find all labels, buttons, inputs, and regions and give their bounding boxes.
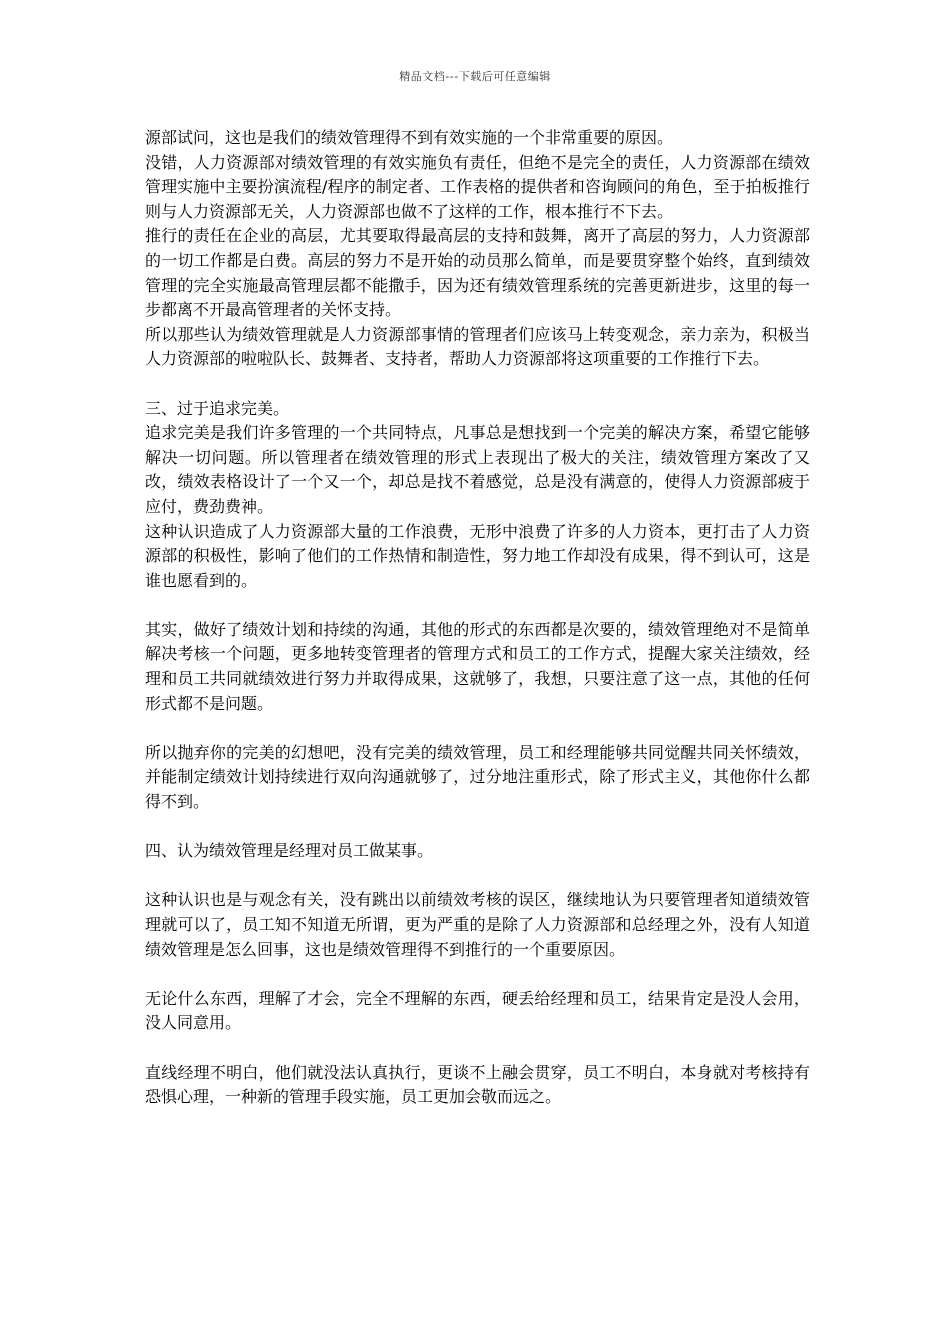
paragraph: 追求完美是我们许多管理的一个共同特点，凡事总是想找到一个完美的解决方案，希望它能够解决一切问题。所以管理者在绩效管理的形式上表现出了极大的关注，绩效管理方案改了又改，绩效表格设计了一个又一个，却总是找不着感觉，总是没有满意的，使得人力资源部疲于应付，费劲费神。 bbox=[145, 423, 810, 516]
paragraph: 这种认识也是与观念有关，没有跳出以前绩效考核的误区，继续地认为只要管理者知道绩效管理就可以了，员工知不知道无所谓，更为严重的是除了人力资源部和总经理之外，没有人知道绩效管理是怎么回事，这也是绩效管理得不到推行的一个重要原因。 bbox=[145, 890, 810, 959]
paragraph: 其实，做好了绩效计划和持续的沟通，其他的形式的东西都是次要的，绩效管理绝对不是简单解决考核一个问题，更多地转变管理者的管理方式和员工的工作方式，提醒大家关注绩效，经理和员工共同就绩效进行努力并取得成果，这就够了，我想，只要注意了这一点，其他的任何形式都不是问题。 bbox=[145, 619, 810, 713]
paragraph: 没错，人力资源部对绩效管理的有效实施负有责任，但绝不是完全的责任，人力资源部在绩效管理实施中主要扮演流程/程序的制定者、工作表格的提供者和咨询顾问的角色，至于拍板推行则与人力资源部无关，人力资源部也做不了这样的工作，根本推行不下去。 bbox=[145, 152, 810, 221]
paragraph: 这种认识造成了人力资源部大量的工作浪费，无形中浪费了许多的人力资本，更打击了人力资源部的积极性，影响了他们的工作热情和制造性，努力地工作却没有成果，得不到认可，这是谁也愿看到的。 bbox=[145, 521, 810, 590]
page-header: 精品文档---下载后可任意编辑 bbox=[399, 70, 551, 83]
paragraph: 无论什么东西，理解了才会，完全不理解的东西，硬丢给经理和员工，结果肯定是没人会用，没人同意用。 bbox=[145, 988, 810, 1033]
document-body bbox=[145, 126, 810, 1110]
paragraph: 所以那些认为绩效管理就是人力资源部事情的管理者们应该马上转变观念，亲力亲为，积极当人力资源部的啦啦队长、鼓舞者、支持者，帮助人力资源部将这项重要的工作推行下去。 bbox=[145, 324, 810, 369]
section-heading: 四、认为绩效管理是经理对员工做某事。 bbox=[145, 841, 434, 861]
paragraph: 所以抛弃你的完美的幻想吧，没有完美的绩效管理，员工和经理能够共同觉醒共同关怀绩效，并能制定绩效计划持续进行双向沟通就够了，过分地注重形式，除了形式主义，其他你什么都得不到。 bbox=[145, 742, 810, 812]
section-heading: 三、过于追求完美。 bbox=[145, 398, 290, 418]
paragraph: 推行的责任在企业的高层，尤其要取得最高层的支持和鼓舞，离开了高层的努力，人力资源部的一切工作都是白费。高层的努力不是开始的动员那么简单，而是要贯穿整个始终，直到绩效管理的完全实施最高管理层都不能撒手，因为还有绩效管理系统的完善更新进步，这里的每一步都离不开最高管理者的关怀支持。 bbox=[145, 226, 810, 320]
paragraph: 直线经理不明白，他们就没法认真执行，更谈不上融会贯穿，员工不明白，本身就对考核持有恐惧心理，一种新的管理手段实施，员工更加会敬而远之。 bbox=[145, 1062, 810, 1107]
paragraph: 源部试问，这也是我们的绩效管理得不到有效实施的一个非常重要的原因。 bbox=[145, 128, 674, 147]
